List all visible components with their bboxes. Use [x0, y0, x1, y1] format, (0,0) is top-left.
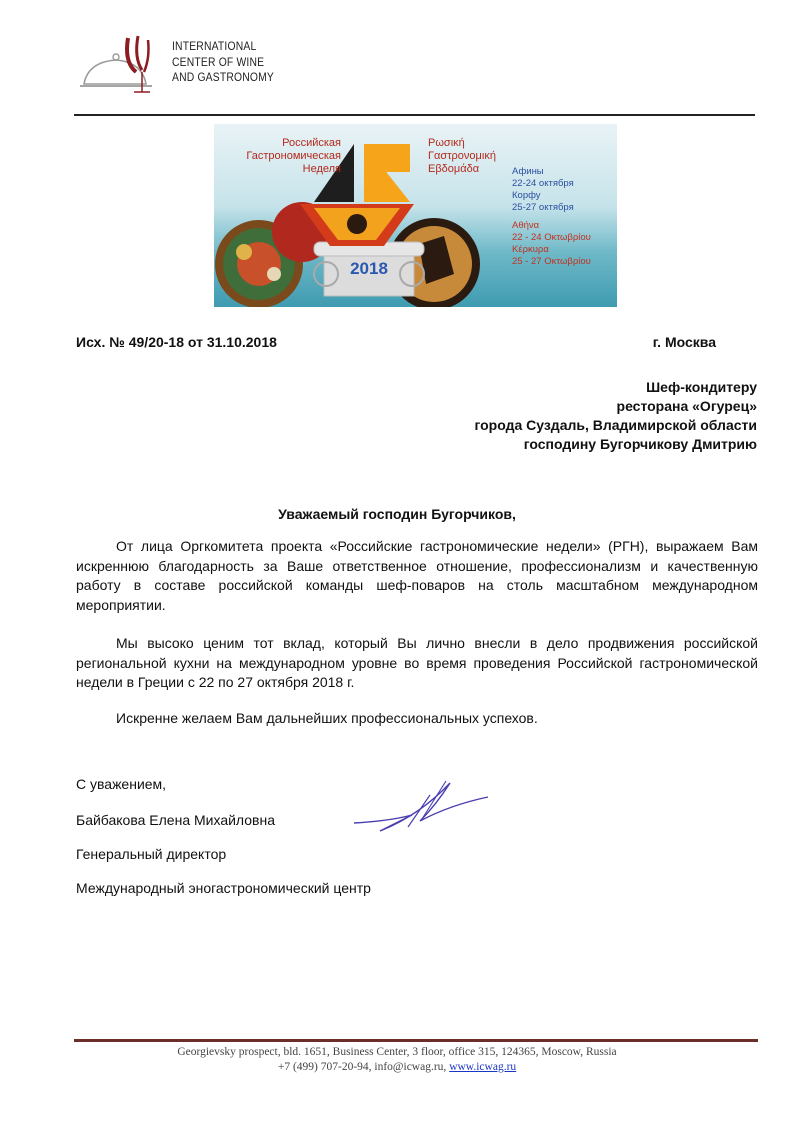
banner-ru-title-2: Гастрономическая [246, 150, 341, 162]
recipient-block [474, 378, 757, 454]
salutation: Уважаемый господин Бугорчиков, [278, 506, 516, 522]
body-paragraph-3: Искренне желаем Вам дальнейших профессиональных успехов. [116, 710, 538, 726]
company-logo [78, 32, 308, 102]
website-link[interactable]: www.icwag.ru [449, 1061, 517, 1073]
outgoing-ref-number: Исх. № 49/20-18 от 31.10.2018 [76, 334, 277, 350]
signature-scribble-icon [350, 775, 500, 835]
handwritten-signature [350, 775, 500, 840]
footer [0, 1045, 794, 1075]
logo-text [172, 40, 274, 87]
banner-ru-date-3: Корфу [512, 190, 541, 201]
wine-cloche-logo-icon [78, 32, 170, 98]
recipient-line-3: города Суздаль, Владимирской области [474, 417, 757, 433]
banner-gr-date-1: Αθήνα [512, 220, 540, 231]
banner-gr-date-4: 25 - 27 Οκτωβρίου [512, 256, 591, 267]
signer-name: Байбакова Елена Михайловна [76, 812, 276, 828]
logo-line-2: CENTER OF WINE [172, 56, 265, 69]
banner-gr-title-1: Ρωσική [428, 137, 465, 149]
closing-phrase: С уважением, [76, 776, 167, 792]
footer-address: Georgievsky prospect, bld. 1651, Business Center, 3 floor, office 315, 124365, Moscow, Russia [177, 1046, 617, 1058]
signer-organization: Международный эногастрономический центр [76, 880, 371, 896]
footer-divider [74, 1039, 758, 1042]
header-divider [74, 114, 755, 116]
recipient-line-2: ресторана «Огурец» [616, 398, 757, 414]
banner-gr-date-2: 22 - 24 Οκτωβρίου [512, 232, 591, 243]
reference-line [76, 334, 716, 350]
banner-ru-date-1: Афины [512, 166, 544, 177]
footer-contacts: +7 (499) 707-20-94, info@icwag.ru, [277, 1061, 447, 1073]
body-paragraph-1: От лица Оргкомитета проекта «Российские гастрономические недели» (РГН), выражаем Вам искреннюю благодарность за Ваше ответственное отношение, профессионализм и качественную работу в составе российской команды шеф-поваров на столь масштабном международном мероприятии. [76, 538, 758, 613]
signer-title: Генеральный директор [76, 846, 227, 862]
banner-gr-title-3: Εβδομάδα [428, 163, 480, 175]
recipient-line-1: Шеф-кондитеру [646, 379, 757, 395]
banner-year: 2018 [350, 259, 388, 278]
recipient-line-4: господину Бугорчикову Дмитрию [523, 436, 757, 452]
city: г. Москва [652, 334, 716, 350]
logo-line-1: INTERNATIONAL [172, 41, 257, 53]
banner-gr-title-2: Γαστρονομική [428, 150, 496, 162]
banner-ru-date-4: 25-27 октября [512, 202, 574, 213]
banner-ru-date-2: 22-24 октября [512, 178, 574, 189]
footer-contacts-line [0, 1060, 794, 1075]
banner-gr-date-3: Κέρκυρα [512, 244, 549, 255]
banner-ru-title-1: Российская [282, 137, 341, 149]
event-banner [214, 124, 617, 307]
banner-ru-title-3: Неделя [302, 163, 341, 175]
event-banner-image [214, 124, 617, 307]
logo-line-3: AND GASTRONOMY [172, 72, 275, 84]
body-paragraph-2: Мы высоко ценим тот вклад, который Вы лично внесли в дело продвижения российской региональной кухни на международном уровне во время проведения Российской гастрономической недели в Греции с 22 по 27 октября 2018 г. [76, 635, 758, 690]
